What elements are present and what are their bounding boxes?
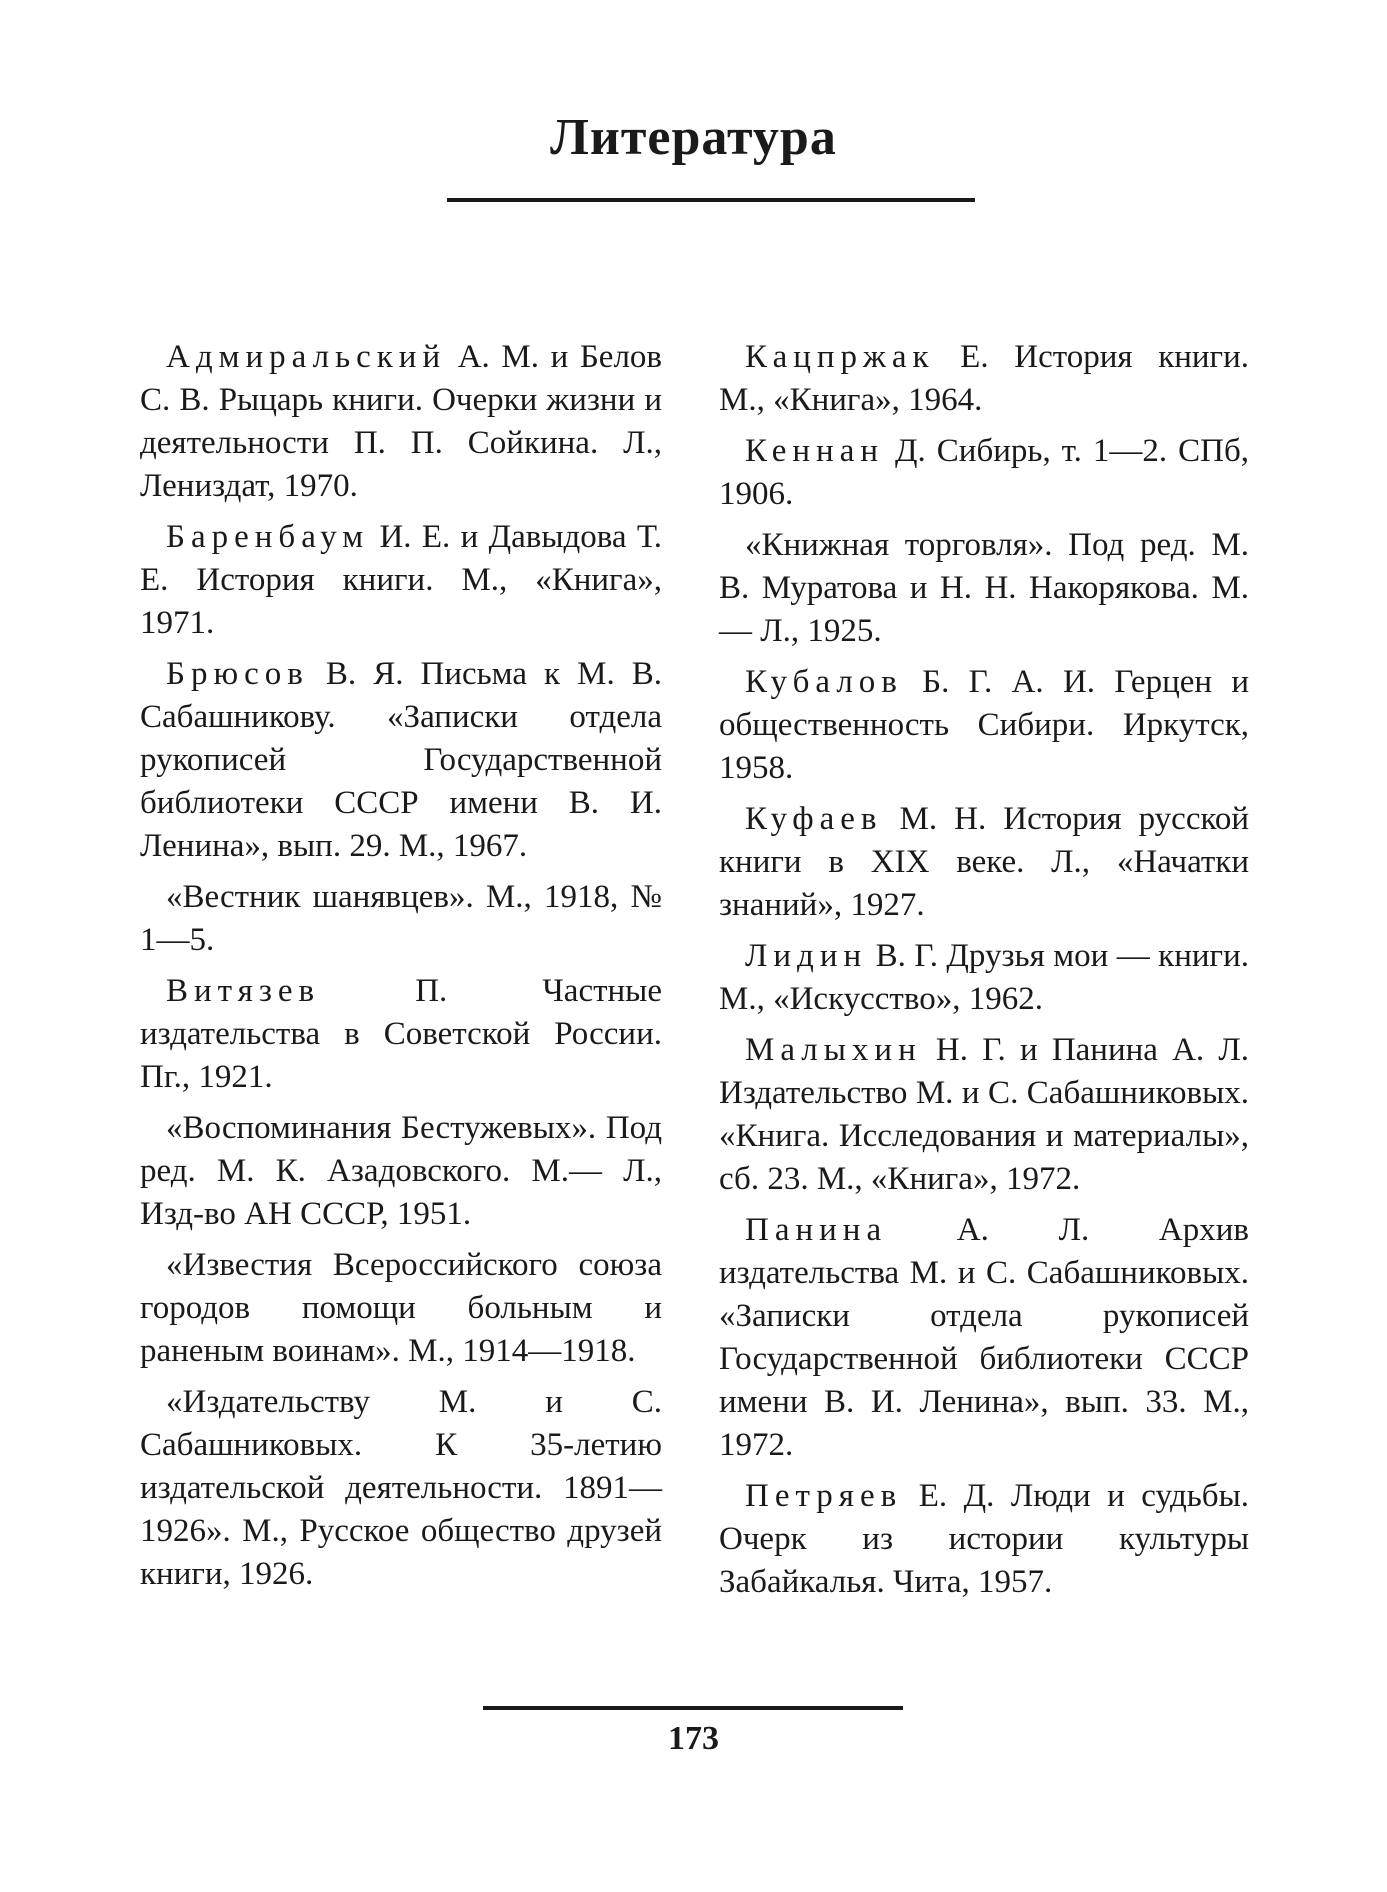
entry-text: М. Н. История русской книги в XIX веке. Л., «Начатки знаний», 1927.	[719, 801, 1249, 923]
entry-text: В. Г. Друзья мои — книги. М., «Искусство», 1962.	[719, 938, 1249, 1017]
entry-author: Панина	[745, 1212, 888, 1248]
entry-author: Петряев	[745, 1478, 903, 1514]
entry-author: Кацпржак	[745, 339, 935, 375]
right-column	[719, 336, 1249, 1612]
bibliography-entry	[140, 1244, 662, 1373]
bibliography-entry	[719, 336, 1249, 422]
entry-text: «Известия Всероссийского союза городов помощи больным и раненым воинам». М., 1914—1918.	[140, 1247, 662, 1369]
bibliography-entry	[140, 653, 662, 868]
bibliography-entry	[719, 524, 1249, 653]
bibliography-entry	[140, 1107, 662, 1236]
bibliography-entry	[140, 516, 662, 645]
entry-text: «Издательству М. и С. Сабашниковых. К 35-летию издательской деятельности. 1891—1926». М., Русское общество друзей книги, 1926.	[140, 1384, 662, 1592]
entry-author: Куфаев	[745, 801, 883, 837]
entry-author: Лидин	[745, 938, 868, 974]
left-column	[140, 336, 662, 1604]
entry-text: «Воспоминания Бестужевых». Под ред. М. К. Азадовского. М.— Л., Изд-во АН СССР, 1951.	[140, 1110, 662, 1232]
entry-text: П. Частные издательства в Советской России. Пг., 1921.	[140, 973, 662, 1095]
bibliography-entry	[140, 970, 662, 1099]
entry-author: Малыхин	[745, 1032, 922, 1068]
entry-text: Е. История книги. М., «Книга», 1964.	[719, 339, 1249, 418]
bibliography-entry	[140, 876, 662, 962]
entry-text: Б. Г. А. И. Герцен и общественность Сибири. Иркутск, 1958.	[719, 664, 1249, 786]
title-rule	[447, 198, 975, 202]
entry-text: Е. Д. Люди и судьбы. Очерк из истории культуры Забайкалья. Чита, 1957.	[719, 1478, 1249, 1600]
entry-text: А. М. и Белов С. В. Рыцарь книги. Очерки жизни и деятельности П. П. Сойкина. Л., Лениздат, 1970.	[140, 339, 662, 504]
entry-text: И. Е. и Давыдова Т. Е. История книги. М., «Книга», 1971.	[140, 519, 662, 641]
bibliography-entry	[719, 1029, 1249, 1201]
bibliography-entry	[719, 430, 1249, 516]
entry-text: Д. Сибирь, т. 1—2. СПб, 1906.	[719, 433, 1249, 512]
entry-author: Кубалов	[745, 664, 903, 700]
entry-text: «Вестник шанявцев». М., 1918, № 1—5.	[140, 879, 662, 958]
bibliography-entry	[719, 1209, 1249, 1467]
bibliography-entry	[140, 1381, 662, 1596]
entry-text: «Книжная торговля». Под ред. М. В. Муратова и Н. Н. Накорякова. М.— Л., 1925.	[719, 527, 1249, 649]
footer-rule	[483, 1706, 903, 1710]
entry-text: А. Л. Архив издательства М. и С. Сабашниковых. «Записки отдела рукописей Государственной библиотеки СССР имени В. И. Ленина», вып. 33. М., 1972.	[719, 1212, 1249, 1463]
entry-author: Баренбаум	[166, 519, 370, 555]
entry-author: Брюсов	[166, 656, 309, 692]
bibliography-entry	[719, 935, 1249, 1021]
entry-author: Адмиральский	[166, 339, 447, 375]
entry-text: Н. Г. и Панина А. Л. Издательство М. и С. Сабашниковых. «Книга. Исследования и материалы», сб. 23. М., «Книга», 1972.	[719, 1032, 1249, 1197]
entry-author: Витязев	[166, 973, 321, 1009]
entry-text: В. Я. Письма к М. В. Сабашникову. «Записки отдела рукописей Государственной библиотеки СССР имени В. И. Ленина», вып. 29. М., 1967.	[140, 656, 662, 864]
entry-author: Кеннан	[745, 433, 885, 469]
page-number: 173	[668, 1720, 719, 1757]
page-title: Литература	[550, 109, 837, 166]
bibliography-entry	[140, 336, 662, 508]
bibliography-entry	[719, 798, 1249, 927]
bibliography-entry	[719, 661, 1249, 790]
bibliography-entry	[719, 1475, 1249, 1604]
